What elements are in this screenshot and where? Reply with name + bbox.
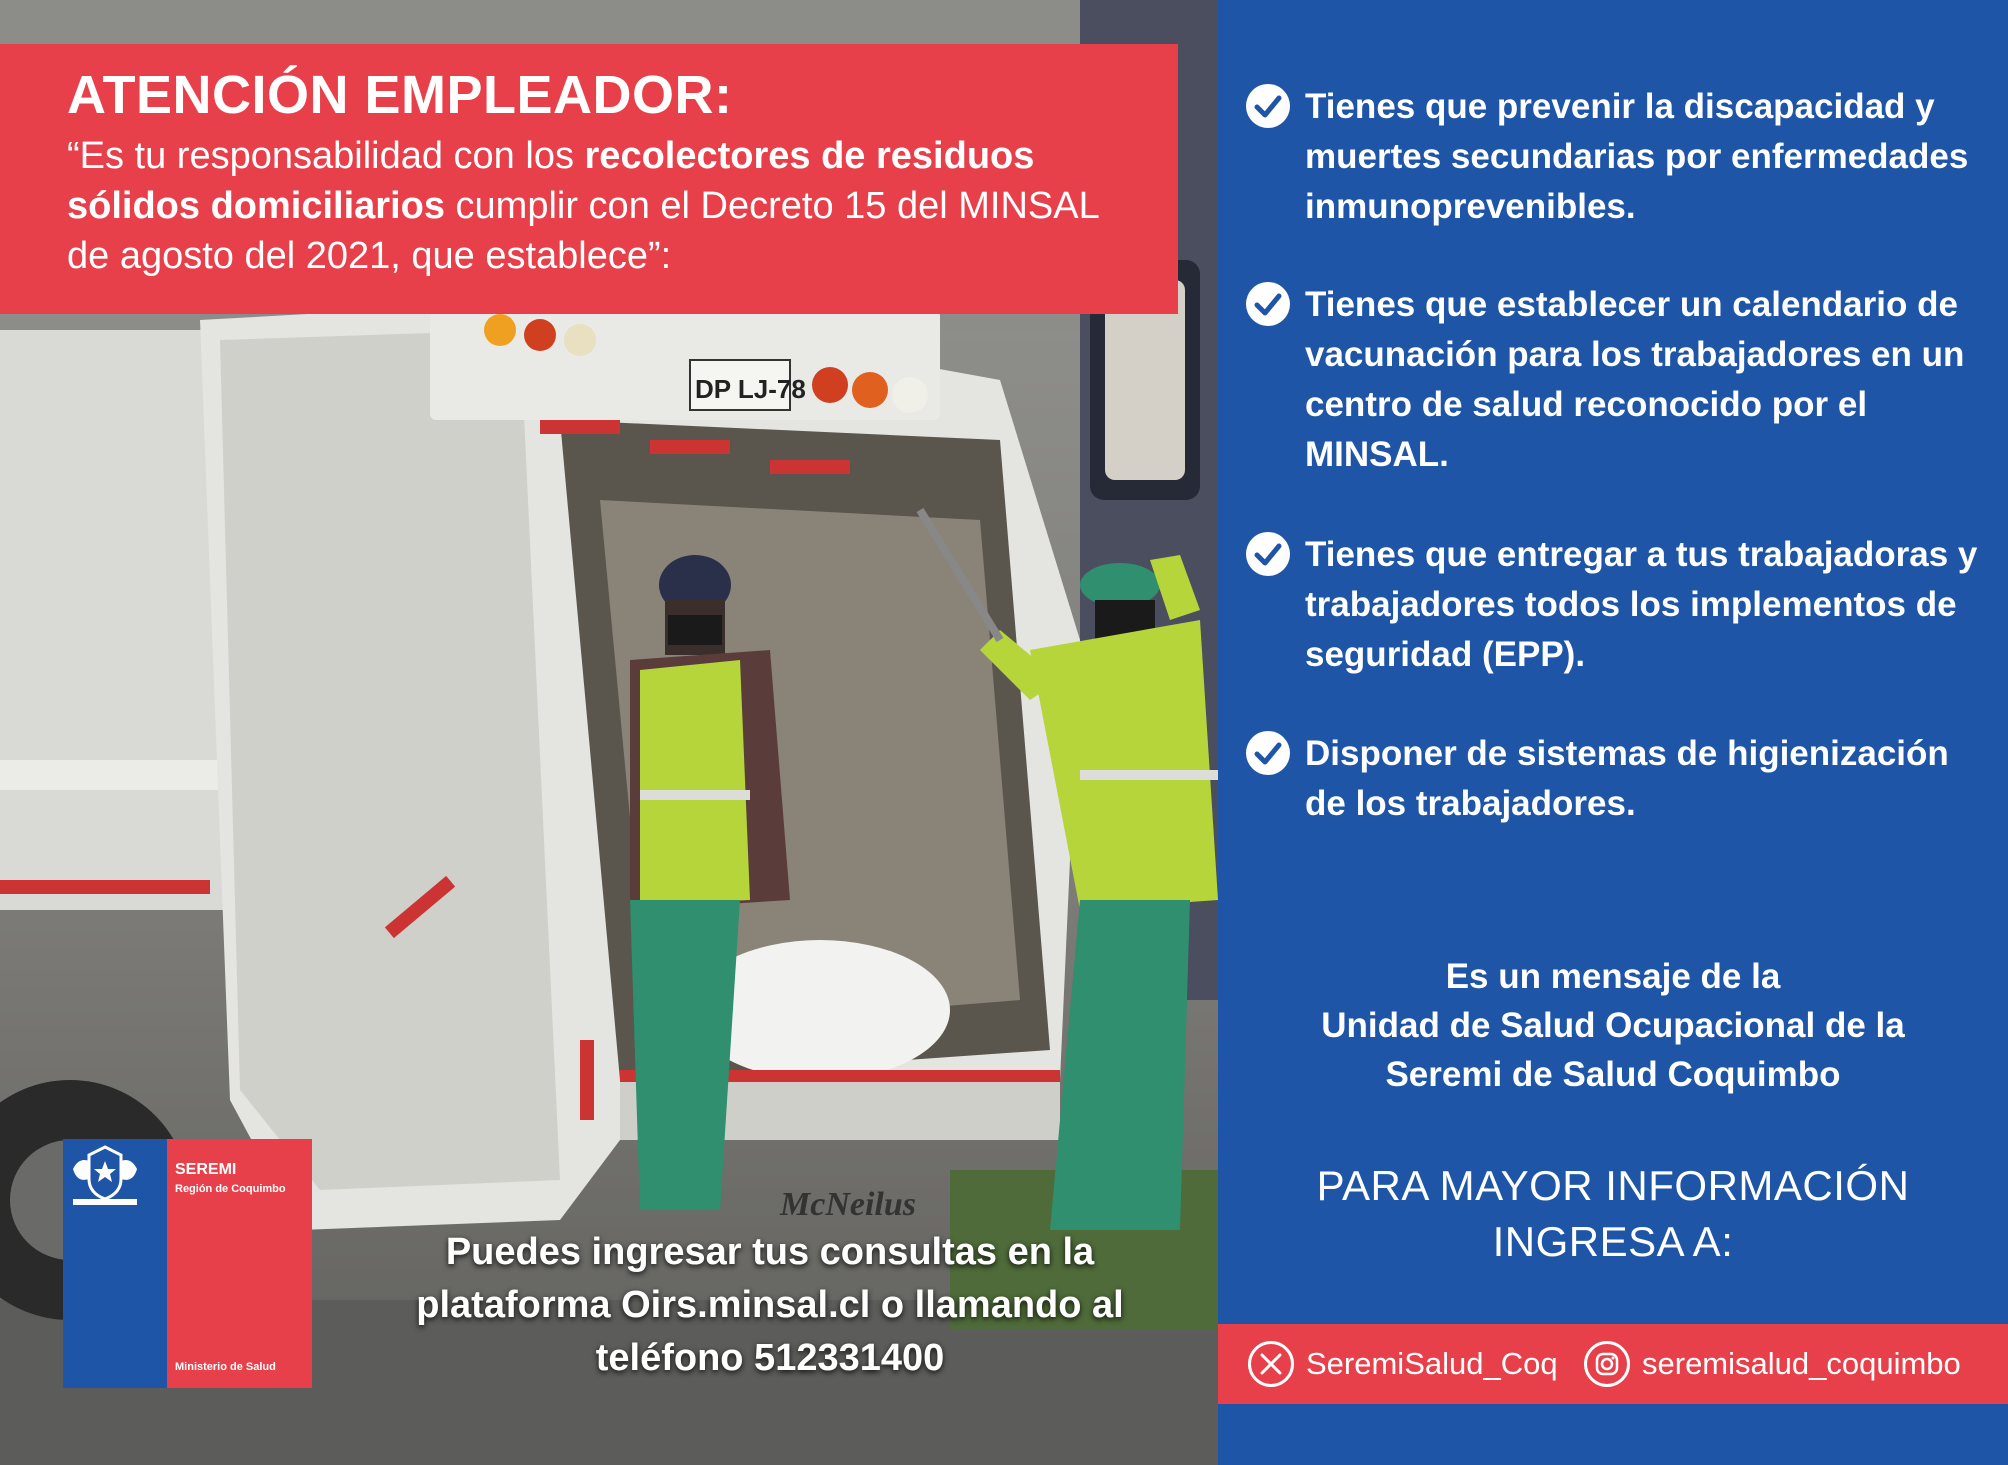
check-circle-icon bbox=[1246, 84, 1290, 128]
check-circle-icon bbox=[1246, 532, 1290, 576]
x-handle: SeremiSalud_Coq bbox=[1306, 1346, 1558, 1381]
truck-plate: DP LJ-78 bbox=[695, 374, 806, 404]
check-circle-icon bbox=[1246, 731, 1290, 775]
requirement-text: Disponer de sistemas de higienización de los trabajadores. bbox=[1305, 734, 1949, 823]
social-bar bbox=[1218, 1324, 2008, 1404]
consult-text: Puedes ingresar tus consultas en la plataforma Oirs.minsal.cl o llamando al teléfono 512331400 bbox=[416, 1231, 1124, 1379]
requirements-panel bbox=[1218, 0, 2008, 1465]
logo-ministry: Ministerio de Salud bbox=[175, 1361, 276, 1373]
header-title: ATENCIÓN EMPLEADOR: bbox=[67, 65, 733, 125]
message-line-1: Es un mensaje de la bbox=[1445, 957, 1781, 996]
quote-part-2: cumplir con el Decreto 15 del MINSAL de agosto del 2021, que establece”: bbox=[67, 185, 1099, 278]
logo-title: SEREMI bbox=[175, 1161, 237, 1178]
x-social-link[interactable] bbox=[1248, 1324, 1558, 1404]
x-logo-icon bbox=[1248, 1341, 1294, 1387]
message-block bbox=[1218, 952, 2008, 1099]
instagram-social-link[interactable] bbox=[1584, 1324, 1961, 1404]
header-banner bbox=[0, 44, 1178, 314]
quote-bold: recolectores de residuos sólidos domiciliarios bbox=[67, 135, 1035, 228]
seremi-logo bbox=[63, 1139, 312, 1388]
quote-part-1: “Es tu responsabilidad con los bbox=[67, 135, 585, 178]
logo-region: Región de Coquimbo bbox=[175, 1183, 286, 1195]
header-quote bbox=[67, 131, 1147, 281]
instagram-icon bbox=[1584, 1341, 1630, 1387]
truck-brand: McNeilus bbox=[780, 1186, 916, 1223]
instagram-handle: seremisalud_coquimbo bbox=[1642, 1346, 1961, 1381]
more-info-line-2: INGRESA A: bbox=[1492, 1218, 1734, 1265]
more-info-line-1: PARA MAYOR INFORMACIÓN bbox=[1316, 1162, 1910, 1209]
more-info-block bbox=[1218, 1158, 2008, 1270]
chile-crest-icon bbox=[63, 1139, 147, 1209]
requirement-text: Tienes que entregar a tus trabajadoras y trabajadores todos los implementos de seguridad (EPP). bbox=[1305, 535, 1978, 674]
check-circle-icon bbox=[1246, 282, 1290, 326]
message-line-2: Unidad de Salud Ocupacional de la bbox=[1321, 1006, 1905, 1045]
message-line-3: Seremi de Salud Coquimbo bbox=[1385, 1055, 1841, 1094]
requirement-text: Tienes que prevenir la discapacidad y muertes secundarias por enfermedades inmunoprevenibles. bbox=[1305, 87, 1969, 226]
requirement-text: Tienes que establecer un calendario de vacunación para los trabajadores en un centro de salud reconocido por el MINSAL. bbox=[1305, 285, 1965, 474]
